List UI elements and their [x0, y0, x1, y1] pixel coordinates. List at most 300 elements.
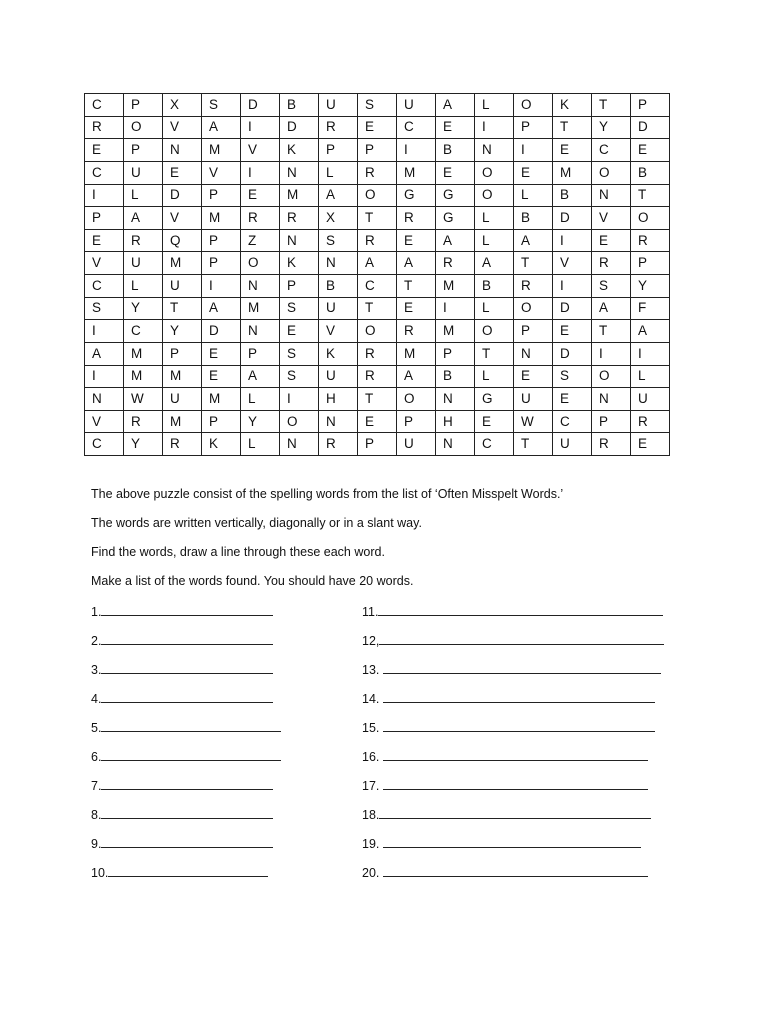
puzzle-cell[interactable]: Q — [163, 229, 202, 252]
puzzle-cell[interactable]: N — [436, 388, 475, 411]
answer-number: 13. — [362, 663, 383, 677]
puzzle-cell[interactable]: T — [358, 207, 397, 230]
puzzle-cell[interactable]: S — [85, 297, 124, 320]
puzzle-cell[interactable]: R — [436, 252, 475, 275]
puzzle-cell[interactable]: V — [85, 410, 124, 433]
puzzle-cell[interactable]: V — [85, 252, 124, 275]
puzzle-cell[interactable]: Y — [163, 320, 202, 343]
puzzle-cell[interactable]: P — [514, 320, 553, 343]
puzzle-cell[interactable]: E — [202, 365, 241, 388]
puzzle-cell[interactable]: C — [358, 275, 397, 298]
puzzle-cell[interactable]: T — [553, 116, 592, 139]
puzzle-cell[interactable]: I — [553, 229, 592, 252]
puzzle-cell[interactable]: P — [202, 184, 241, 207]
puzzle-cell[interactable]: T — [514, 252, 553, 275]
puzzle-cell[interactable]: L — [241, 433, 280, 456]
answer-line[interactable] — [91, 633, 273, 648]
puzzle-cell[interactable]: F — [631, 297, 670, 320]
answer-line[interactable] — [91, 836, 273, 851]
puzzle-cell[interactable]: C — [85, 433, 124, 456]
puzzle-cell[interactable]: M — [553, 161, 592, 184]
puzzle-cell[interactable]: E — [514, 161, 553, 184]
puzzle-cell[interactable]: U — [163, 388, 202, 411]
puzzle-cell[interactable]: G — [436, 207, 475, 230]
puzzle-cell[interactable]: I — [475, 116, 514, 139]
puzzle-cell[interactable]: R — [631, 410, 670, 433]
puzzle-cell[interactable]: O — [514, 94, 553, 117]
puzzle-cell[interactable]: L — [124, 184, 163, 207]
puzzle-cell[interactable]: T — [631, 184, 670, 207]
answer-number: 15. — [362, 721, 383, 735]
puzzle-row — [85, 184, 670, 207]
puzzle-cell[interactable]: A — [592, 297, 631, 320]
puzzle-cell[interactable]: M — [163, 365, 202, 388]
answer-number: 19. — [362, 837, 383, 851]
puzzle-cell[interactable]: E — [85, 139, 124, 162]
puzzle-cell[interactable]: M — [124, 365, 163, 388]
puzzle-row — [85, 94, 670, 117]
answer-line[interactable] — [362, 778, 648, 793]
puzzle-row — [85, 365, 670, 388]
puzzle-cell[interactable]: A — [202, 116, 241, 139]
answer-number: 8. — [91, 808, 102, 822]
puzzle-cell[interactable]: C — [85, 275, 124, 298]
puzzle-cell[interactable]: O — [514, 297, 553, 320]
answer-line[interactable] — [91, 865, 268, 880]
puzzle-row — [85, 229, 670, 252]
puzzle-cell[interactable]: I — [514, 139, 553, 162]
puzzle-cell[interactable]: I — [85, 320, 124, 343]
puzzle-cell[interactable]: P — [358, 139, 397, 162]
puzzle-cell[interactable]: R — [397, 320, 436, 343]
puzzle-cell[interactable]: E — [202, 342, 241, 365]
puzzle-cell[interactable]: L — [475, 207, 514, 230]
puzzle-cell[interactable]: A — [397, 252, 436, 275]
puzzle-cell[interactable]: I — [241, 116, 280, 139]
answer-number: 20. — [362, 866, 383, 880]
puzzle-cell[interactable]: R — [241, 207, 280, 230]
puzzle-cell[interactable]: B — [514, 207, 553, 230]
puzzle-cell[interactable]: L — [514, 184, 553, 207]
puzzle-cell[interactable]: B — [319, 275, 358, 298]
puzzle-cell[interactable]: I — [85, 184, 124, 207]
puzzle-cell[interactable]: U — [397, 94, 436, 117]
puzzle-cell[interactable]: T — [475, 342, 514, 365]
puzzle-cell[interactable]: D — [553, 342, 592, 365]
puzzle-cell[interactable]: N — [241, 275, 280, 298]
answer-number: 18. — [362, 808, 380, 822]
puzzle-cell[interactable]: P — [124, 94, 163, 117]
puzzle-cell[interactable]: M — [397, 342, 436, 365]
puzzle-cell[interactable]: O — [358, 320, 397, 343]
puzzle-cell[interactable]: M — [202, 388, 241, 411]
puzzle-cell[interactable]: N — [319, 252, 358, 275]
puzzle-cell[interactable]: A — [319, 184, 358, 207]
puzzle-cell[interactable]: R — [319, 116, 358, 139]
puzzle-cell[interactable]: U — [124, 252, 163, 275]
puzzle-cell[interactable]: R — [592, 433, 631, 456]
puzzle-cell[interactable]: P — [514, 116, 553, 139]
puzzle-cell[interactable]: T — [514, 433, 553, 456]
puzzle-cell[interactable]: R — [592, 252, 631, 275]
puzzle-cell[interactable]: D — [280, 116, 319, 139]
puzzle-cell[interactable]: D — [631, 116, 670, 139]
puzzle-cell[interactable]: P — [280, 275, 319, 298]
instruction-4: Make a list of the words found. You should have 20 words. — [91, 574, 414, 588]
puzzle-cell[interactable]: O — [475, 161, 514, 184]
puzzle-cell[interactable]: D — [553, 297, 592, 320]
puzzle-cell[interactable]: W — [124, 388, 163, 411]
puzzle-cell[interactable]: P — [202, 252, 241, 275]
puzzle-cell[interactable]: R — [514, 275, 553, 298]
puzzle-cell[interactable]: Y — [631, 275, 670, 298]
puzzle-cell[interactable]: N — [280, 161, 319, 184]
puzzle-cell[interactable]: R — [631, 229, 670, 252]
puzzle-row — [85, 342, 670, 365]
puzzle-cell[interactable]: U — [631, 388, 670, 411]
puzzle-cell[interactable]: A — [475, 252, 514, 275]
puzzle-cell[interactable]: S — [280, 342, 319, 365]
puzzle-cell[interactable]: T — [592, 94, 631, 117]
puzzle-cell[interactable]: R — [319, 433, 358, 456]
puzzle-cell[interactable]: A — [514, 229, 553, 252]
puzzle-cell[interactable]: T — [163, 297, 202, 320]
puzzle-cell[interactable]: I — [631, 342, 670, 365]
puzzle-cell[interactable]: I — [241, 161, 280, 184]
puzzle-cell[interactable]: R — [280, 207, 319, 230]
puzzle-cell[interactable]: N — [241, 320, 280, 343]
puzzle-row — [85, 297, 670, 320]
puzzle-cell[interactable]: E — [553, 388, 592, 411]
puzzle-cell[interactable]: V — [163, 207, 202, 230]
puzzle-cell[interactable]: T — [397, 275, 436, 298]
puzzle-cell[interactable]: W — [514, 410, 553, 433]
answer-number: 10. — [91, 866, 109, 880]
answer-number: 6. — [91, 750, 102, 764]
puzzle-cell[interactable]: N — [514, 342, 553, 365]
puzzle-row — [85, 252, 670, 275]
puzzle-cell[interactable]: S — [280, 365, 319, 388]
puzzle-cell[interactable]: E — [358, 116, 397, 139]
puzzle-cell[interactable]: R — [358, 342, 397, 365]
answer-line[interactable] — [362, 604, 663, 619]
puzzle-cell[interactable]: C — [124, 320, 163, 343]
puzzle-cell[interactable]: N — [436, 433, 475, 456]
puzzle-cell[interactable]: O — [397, 388, 436, 411]
puzzle-cell[interactable]: E — [631, 139, 670, 162]
puzzle-cell[interactable]: U — [514, 388, 553, 411]
puzzle-cell[interactable]: P — [436, 342, 475, 365]
answer-number: 7. — [91, 779, 102, 793]
puzzle-cell[interactable]: P — [631, 94, 670, 117]
puzzle-cell[interactable]: O — [475, 320, 514, 343]
puzzle-cell[interactable]: O — [592, 161, 631, 184]
puzzle-cell[interactable]: K — [280, 139, 319, 162]
instruction-1: The above puzzle consist of the spelling words from the list of ‘Often Misspelt Words.’ — [91, 487, 564, 501]
puzzle-cell[interactable]: B — [631, 161, 670, 184]
puzzle-cell[interactable]: I — [280, 388, 319, 411]
puzzle-cell[interactable]: M — [124, 342, 163, 365]
puzzle-cell[interactable]: A — [397, 365, 436, 388]
puzzle-cell[interactable]: V — [202, 161, 241, 184]
answer-number: 1. — [91, 605, 102, 619]
puzzle-cell[interactable]: N — [280, 229, 319, 252]
puzzle-cell[interactable]: P — [397, 410, 436, 433]
puzzle-cell[interactable]: A — [436, 94, 475, 117]
puzzle-cell[interactable]: M — [436, 275, 475, 298]
puzzle-cell[interactable]: N — [592, 184, 631, 207]
puzzle-cell[interactable]: P — [163, 342, 202, 365]
puzzle-cell[interactable]: U — [553, 433, 592, 456]
puzzle-cell[interactable]: E — [280, 320, 319, 343]
puzzle-cell[interactable]: E — [85, 229, 124, 252]
puzzle-cell[interactable]: M — [397, 161, 436, 184]
answer-number: 3. — [91, 663, 102, 677]
puzzle-cell[interactable]: U — [124, 161, 163, 184]
puzzle-cell[interactable]: P — [631, 252, 670, 275]
puzzle-cell[interactable]: E — [631, 433, 670, 456]
puzzle-cell[interactable]: E — [397, 297, 436, 320]
answer-line[interactable] — [362, 865, 648, 880]
puzzle-cell[interactable]: E — [592, 229, 631, 252]
answer-number: 11. — [362, 605, 379, 619]
puzzle-cell[interactable]: D — [202, 320, 241, 343]
puzzle-cell[interactable]: O — [358, 184, 397, 207]
puzzle-cell[interactable]: C — [85, 94, 124, 117]
puzzle-cell[interactable]: K — [553, 94, 592, 117]
answer-line[interactable] — [362, 633, 664, 648]
puzzle-cell[interactable]: U — [319, 297, 358, 320]
answer-number: 2. — [91, 634, 102, 648]
puzzle-cell[interactable]: B — [436, 139, 475, 162]
puzzle-cell[interactable]: E — [358, 410, 397, 433]
answer-line[interactable] — [362, 749, 648, 764]
puzzle-cell[interactable]: O — [241, 252, 280, 275]
puzzle-cell[interactable]: B — [553, 184, 592, 207]
puzzle-cell[interactable]: L — [475, 94, 514, 117]
puzzle-cell[interactable]: O — [280, 410, 319, 433]
puzzle-cell[interactable]: U — [163, 275, 202, 298]
puzzle-cell[interactable]: A — [436, 229, 475, 252]
puzzle-cell[interactable]: B — [475, 275, 514, 298]
puzzle-cell[interactable]: X — [163, 94, 202, 117]
puzzle-cell[interactable]: X — [319, 207, 358, 230]
puzzle-cell[interactable]: R — [124, 229, 163, 252]
puzzle-row — [85, 207, 670, 230]
puzzle-cell[interactable]: L — [475, 229, 514, 252]
puzzle-cell[interactable]: S — [553, 365, 592, 388]
puzzle-cell[interactable]: U — [319, 94, 358, 117]
puzzle-cell[interactable]: O — [631, 207, 670, 230]
puzzle-cell[interactable]: I — [85, 365, 124, 388]
puzzle-cell[interactable]: Y — [241, 410, 280, 433]
puzzle-cell[interactable]: N — [280, 433, 319, 456]
puzzle-cell[interactable]: A — [631, 320, 670, 343]
puzzle-cell[interactable]: N — [592, 388, 631, 411]
instruction-2: The words are written vertically, diagonally or in a slant way. — [91, 516, 422, 530]
puzzle-cell[interactable]: D — [163, 184, 202, 207]
puzzle-cell[interactable]: V — [319, 320, 358, 343]
puzzle-cell[interactable]: V — [592, 207, 631, 230]
puzzle-cell[interactable]: I — [202, 275, 241, 298]
puzzle-row — [85, 116, 670, 139]
puzzle-cell[interactable]: C — [553, 410, 592, 433]
puzzle-cell[interactable]: Z — [241, 229, 280, 252]
puzzle-cell[interactable]: E — [397, 229, 436, 252]
puzzle-cell[interactable]: N — [85, 388, 124, 411]
instruction-3: Find the words, draw a line through these each word. — [91, 545, 385, 559]
puzzle-cell[interactable]: E — [553, 139, 592, 162]
answer-line[interactable] — [362, 836, 641, 851]
puzzle-cell[interactable]: A — [85, 342, 124, 365]
puzzle-cell[interactable]: M — [163, 252, 202, 275]
puzzle-cell[interactable]: P — [124, 139, 163, 162]
puzzle-cell[interactable]: U — [397, 433, 436, 456]
puzzle-cell[interactable]: G — [397, 184, 436, 207]
puzzle-cell[interactable]: S — [592, 275, 631, 298]
puzzle-cell[interactable]: G — [475, 388, 514, 411]
puzzle-row — [85, 388, 670, 411]
puzzle-cell[interactable]: Y — [124, 297, 163, 320]
puzzle-cell[interactable]: I — [592, 342, 631, 365]
puzzle-cell[interactable]: R — [358, 161, 397, 184]
puzzle-row — [85, 275, 670, 298]
puzzle-cell[interactable]: L — [241, 388, 280, 411]
puzzle-cell[interactable]: P — [319, 139, 358, 162]
puzzle-cell[interactable]: C — [475, 433, 514, 456]
puzzle-row — [85, 433, 670, 456]
puzzle-cell[interactable]: G — [436, 184, 475, 207]
puzzle-cell[interactable]: P — [592, 410, 631, 433]
puzzle-cell[interactable]: C — [85, 161, 124, 184]
puzzle-cell[interactable]: I — [436, 297, 475, 320]
puzzle-cell[interactable]: E — [475, 410, 514, 433]
puzzle-cell[interactable]: R — [358, 229, 397, 252]
puzzle-cell[interactable]: K — [202, 433, 241, 456]
puzzle-row — [85, 139, 670, 162]
puzzle-cell[interactable]: V — [163, 116, 202, 139]
puzzle-cell[interactable]: M — [436, 320, 475, 343]
puzzle-cell[interactable]: L — [475, 365, 514, 388]
puzzle-cell[interactable]: S — [280, 297, 319, 320]
puzzle-cell[interactable]: M — [241, 297, 280, 320]
puzzle-cell[interactable]: O — [592, 365, 631, 388]
puzzle-cell[interactable]: M — [280, 184, 319, 207]
puzzle-cell[interactable]: B — [280, 94, 319, 117]
answer-number: 16. — [362, 750, 383, 764]
puzzle-cell[interactable]: K — [280, 252, 319, 275]
puzzle-cell[interactable]: V — [241, 139, 280, 162]
puzzle-cell[interactable]: H — [319, 388, 358, 411]
puzzle-cell[interactable]: M — [202, 207, 241, 230]
puzzle-cell[interactable]: O — [475, 184, 514, 207]
puzzle-cell[interactable]: P — [202, 410, 241, 433]
puzzle-cell[interactable]: M — [202, 139, 241, 162]
puzzle-cell[interactable]: I — [553, 275, 592, 298]
puzzle-cell[interactable]: D — [553, 207, 592, 230]
puzzle-cell[interactable]: B — [436, 365, 475, 388]
puzzle-cell[interactable]: E — [436, 161, 475, 184]
puzzle-cell[interactable]: C — [397, 116, 436, 139]
puzzle-cell[interactable]: M — [163, 410, 202, 433]
puzzle-cell[interactable]: E — [436, 116, 475, 139]
puzzle-cell[interactable]: L — [475, 297, 514, 320]
puzzle-row — [85, 161, 670, 184]
puzzle-cell[interactable]: E — [163, 161, 202, 184]
puzzle-cell[interactable]: E — [514, 365, 553, 388]
puzzle-cell[interactable]: Y — [592, 116, 631, 139]
answer-line[interactable] — [362, 807, 651, 822]
puzzle-cell[interactable]: S — [358, 94, 397, 117]
answer-line[interactable] — [91, 720, 281, 735]
puzzle-cell[interactable]: T — [592, 320, 631, 343]
puzzle-cell[interactable]: N — [319, 410, 358, 433]
puzzle-cell[interactable]: A — [358, 252, 397, 275]
answer-number: 4. — [91, 692, 102, 706]
answer-number: 12, — [362, 634, 380, 648]
puzzle-cell[interactable]: R — [358, 365, 397, 388]
puzzle-cell[interactable]: P — [241, 342, 280, 365]
answer-line[interactable] — [91, 662, 273, 677]
puzzle-cell[interactable]: O — [124, 116, 163, 139]
puzzle-cell[interactable]: L — [631, 365, 670, 388]
puzzle-cell[interactable]: U — [319, 365, 358, 388]
puzzle-cell[interactable]: V — [553, 252, 592, 275]
puzzle-row — [85, 410, 670, 433]
puzzle-cell[interactable]: T — [358, 388, 397, 411]
puzzle-cell[interactable]: D — [241, 94, 280, 117]
puzzle-cell[interactable]: R — [163, 433, 202, 456]
puzzle-cell[interactable]: N — [475, 139, 514, 162]
puzzle-cell[interactable]: A — [124, 207, 163, 230]
answer-line[interactable] — [91, 691, 273, 706]
answer-line[interactable] — [91, 749, 281, 764]
answer-line[interactable] — [91, 807, 273, 822]
answer-number: 9. — [91, 837, 102, 851]
puzzle-cell[interactable]: H — [436, 410, 475, 433]
answer-line[interactable] — [91, 778, 273, 793]
puzzle-cell[interactable]: E — [241, 184, 280, 207]
answer-number: 17. — [362, 779, 383, 793]
puzzle-cell[interactable]: A — [202, 297, 241, 320]
puzzle-cell[interactable]: P — [358, 433, 397, 456]
puzzle-cell[interactable]: R — [124, 410, 163, 433]
answer-number: 5. — [91, 721, 102, 735]
puzzle-cell[interactable]: I — [397, 139, 436, 162]
puzzle-cell[interactable]: C — [592, 139, 631, 162]
puzzle-cell[interactable]: L — [124, 275, 163, 298]
answer-line[interactable] — [362, 662, 661, 677]
puzzle-cell[interactable]: S — [202, 94, 241, 117]
puzzle-cell[interactable]: Y — [124, 433, 163, 456]
puzzle-cell[interactable]: R — [397, 207, 436, 230]
puzzle-cell[interactable]: A — [241, 365, 280, 388]
puzzle-cell[interactable]: S — [319, 229, 358, 252]
answer-line[interactable] — [362, 691, 655, 706]
puzzle-cell[interactable]: T — [358, 297, 397, 320]
puzzle-cell[interactable]: L — [319, 161, 358, 184]
answer-number: 14. — [362, 692, 383, 706]
answer-line[interactable] — [91, 604, 273, 619]
answer-line[interactable] — [362, 720, 655, 735]
puzzle-cell[interactable]: N — [163, 139, 202, 162]
puzzle-cell[interactable]: K — [319, 342, 358, 365]
puzzle-cell[interactable]: R — [85, 116, 124, 139]
puzzle-row — [85, 320, 670, 343]
puzzle-cell[interactable]: E — [553, 320, 592, 343]
puzzle-cell[interactable]: P — [85, 207, 124, 230]
puzzle-cell[interactable]: P — [202, 229, 241, 252]
